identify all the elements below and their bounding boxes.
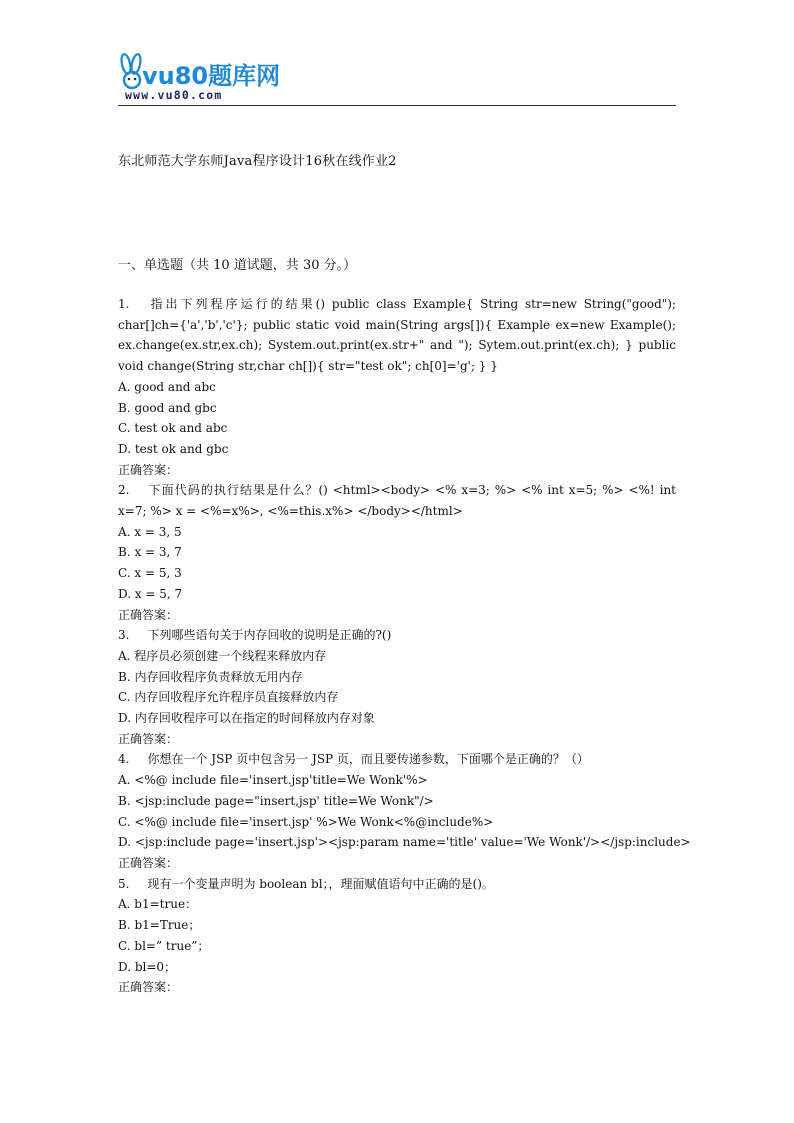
question-block: [118, 480, 676, 625]
option-a: A. b1=true：: [118, 897, 198, 912]
answer-label: 正确答案：: [118, 462, 179, 477]
question-number: 5.: [118, 876, 130, 891]
answer-label: 正确答案：: [118, 980, 179, 995]
option-c: C. bl=” true”；: [118, 938, 210, 953]
option-b: B. x = 3, 7: [118, 545, 182, 560]
option-d: D. test ok and gbc: [118, 441, 229, 456]
rabbit-logo-icon: [120, 53, 142, 88]
logo-brand: vu80题库网: [142, 62, 281, 90]
option-d: D. <jsp:include page='insert.jsp'><jsp:param name='title' value='We Wonk'/></jsp:include>: [118, 835, 691, 850]
option-b: B. good and gbc: [118, 400, 217, 415]
question-text: 2. 下面代码的执行结果是什么？() <html><body> <% x=3; %> <% int x=5; %> <%! int x=7; %> x = <%=x%>, <%=this.x%> </body></html>: [118, 483, 676, 519]
vu80-logo: [118, 52, 288, 106]
question-block: [118, 625, 676, 749]
option-a: A. 程序员必须创建一个线程来释放内存: [118, 648, 327, 663]
question-text: 5. 现有一个变量声明为 boolean bl；，理面赋值语句中正确的是()。: [118, 876, 494, 891]
question-number: 1.: [118, 297, 130, 311]
option-d: D. bl=0；: [118, 959, 177, 974]
question-number: 3.: [118, 628, 130, 643]
answer-label: 正确答案：: [118, 607, 179, 622]
option-a: A. <%@ include file='insert.jsp'title=We Wonk'%>: [118, 773, 428, 788]
option-d: D. x = 5, 7: [118, 586, 183, 601]
answer-label: 正确答案：: [118, 855, 179, 870]
option-c: C. <%@ include file='insert.jsp' %>We Wonk<%@include%>: [118, 814, 494, 829]
option-d: D. 内存回收程序可以在指定的时间释放内存对象: [118, 711, 375, 726]
option-a: A. good and abc: [118, 379, 216, 394]
option-b: B. 内存回收程序负责释放无用内存: [118, 669, 303, 684]
question-text: 1. 指出下列程序运行的结果() public class Example{ String str=new String("good"); char[]ch={'a','b','c'}; public static void main(String args[]){ Example ex=new Example(); ex.change(ex.str,ex.ch); System.out.print(ex.str+" and "); Sytem.out.print(ex.ch); } public void change(String str,char ch[]){ str="test ok"; ch[0]='g'; } }: [118, 297, 676, 374]
header-divider: [118, 105, 676, 106]
option-b: B. b1=True；: [118, 918, 201, 933]
option-c: C. test ok and abc: [118, 421, 228, 436]
header-logo: [118, 52, 676, 106]
section-heading: 一、单选题（共 10 道试题，共 30 分。）: [118, 258, 357, 273]
option-b: B. <jsp:include page="insert,jsp' title=We Wonk"/>: [118, 793, 434, 808]
question-block: [118, 749, 691, 873]
question-list: [118, 294, 691, 998]
question-block: [118, 294, 676, 480]
answer-label: 正确答案：: [118, 731, 179, 746]
question-number: 2.: [118, 483, 130, 498]
question-text: 3. 下列哪些语句关于内存回收的说明是正确的?(): [118, 628, 392, 643]
document-title: 东北师范大学东师Java程序设计16秋在线作业2: [118, 154, 397, 169]
option-c: C. x = 5, 3: [118, 566, 182, 581]
question-text: 4. 你想在一个 JSP 页中包含另一 JSP 页，而且要传递参数，下面哪个是正确的？（）: [118, 752, 589, 767]
option-a: A. x = 3, 5: [118, 524, 182, 539]
question-block: [118, 874, 676, 998]
option-c: C. 内存回收程序允许程序员直接释放内存: [118, 690, 339, 705]
logo-url: www.vu80.com: [125, 88, 223, 102]
question-number: 4.: [118, 752, 130, 767]
